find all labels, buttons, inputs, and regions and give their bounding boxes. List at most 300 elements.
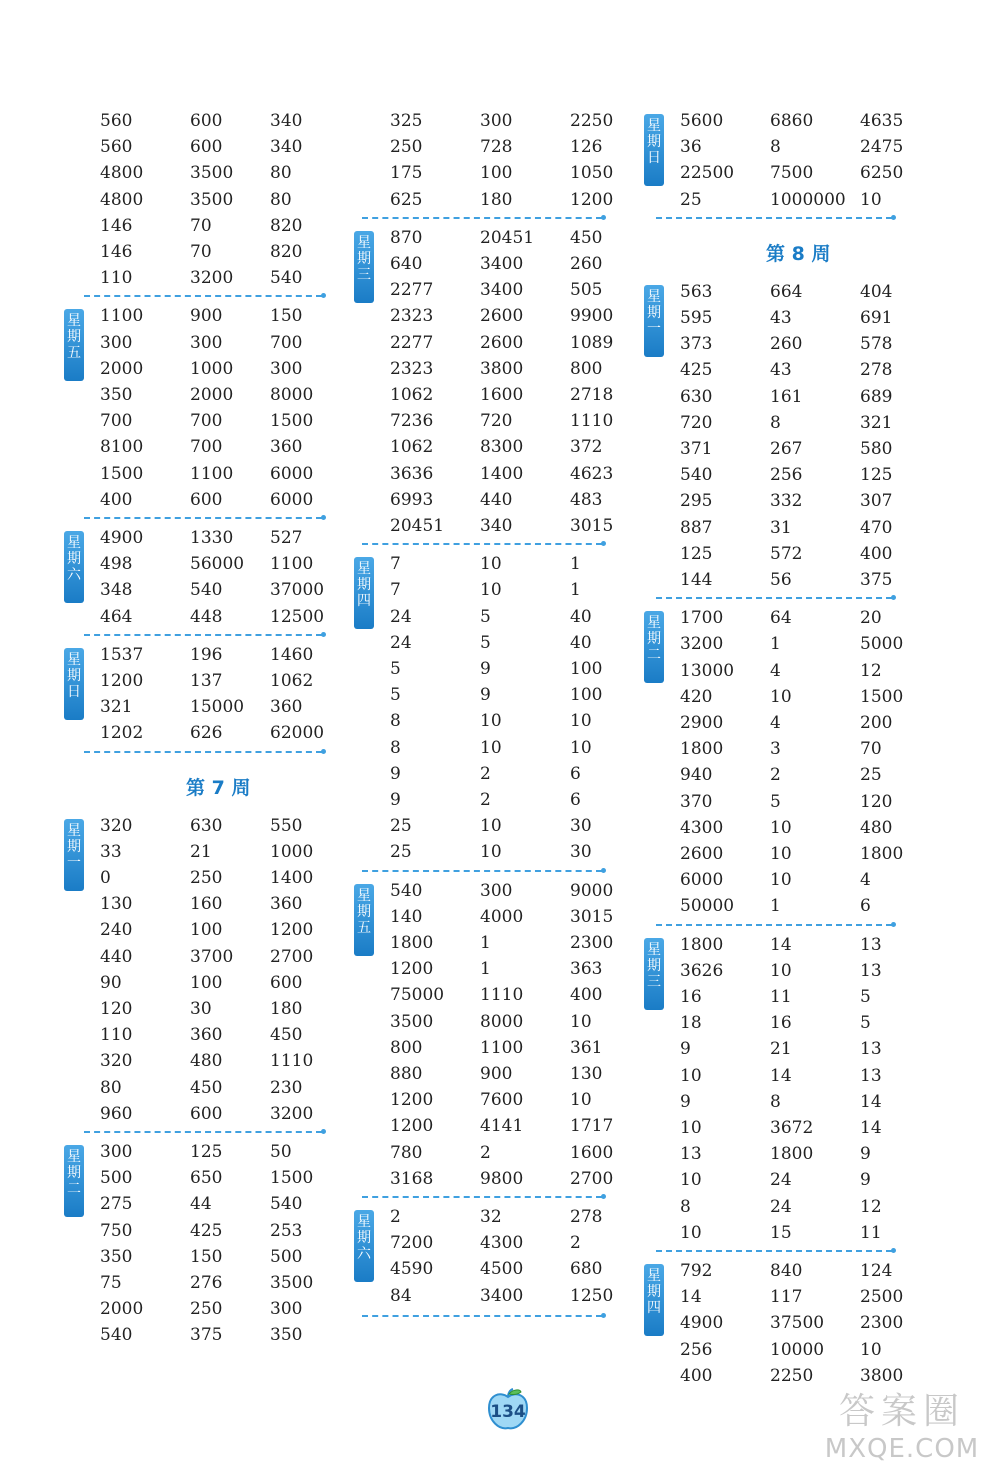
- dashed-separator: [656, 217, 892, 219]
- answer-value: 440: [480, 489, 513, 510]
- answer-value: 10: [480, 554, 502, 575]
- answer-value: 37000: [270, 580, 325, 601]
- answer-value: 124: [860, 1261, 893, 1281]
- answer-value: 560: [100, 137, 133, 158]
- weekday-tab: 星 期 四: [644, 1264, 664, 1336]
- number-row: [390, 160, 613, 186]
- answer-value: 267: [770, 439, 803, 459]
- number-row: [100, 187, 292, 213]
- answer-value: 5: [860, 1013, 871, 1034]
- answer-value: 3500: [270, 1273, 314, 1293]
- number-row: [390, 735, 592, 761]
- answer-value: 300: [190, 332, 223, 353]
- dashed-separator: [84, 295, 322, 297]
- answer-value: 527: [270, 528, 303, 548]
- number-row: [680, 108, 903, 134]
- answer-value: 8: [390, 711, 401, 732]
- number-row: [680, 410, 892, 436]
- answer-value: 25: [860, 765, 882, 786]
- answer-value: 6: [570, 763, 581, 784]
- weekday-tab: 星 期 五: [64, 309, 84, 381]
- answer-value: 1000: [190, 358, 234, 379]
- answer-value: 9: [480, 685, 491, 706]
- answer-value: 70: [190, 215, 212, 236]
- answer-value: 3500: [190, 189, 234, 210]
- answer-value: 1000000: [770, 189, 846, 210]
- number-row: [390, 956, 602, 982]
- number-row: [680, 1220, 882, 1246]
- answer-value: 5: [860, 987, 871, 1007]
- dashed-separator: [84, 751, 322, 753]
- answer-value: 9: [390, 790, 401, 810]
- answer-value: 80: [100, 1077, 122, 1098]
- answer-value: 9000: [570, 880, 614, 901]
- answer-value: 700: [270, 332, 303, 353]
- answer-value: 8000: [270, 385, 314, 405]
- answer-value: 2: [480, 763, 491, 784]
- answer-value: 1800: [770, 1144, 814, 1165]
- answer-value: 483: [570, 489, 603, 510]
- answer-value: 100: [570, 659, 603, 679]
- answer-value: 560: [100, 111, 133, 131]
- answer-value: 3200: [270, 1103, 314, 1124]
- answer-value: 3500: [390, 1011, 434, 1032]
- answer-value: 6000: [270, 463, 314, 484]
- answer-value: 375: [190, 1325, 223, 1346]
- answer-value: 15: [770, 1222, 792, 1243]
- number-row: [390, 382, 613, 408]
- answer-value: 5: [480, 632, 491, 653]
- answer-value: 25: [680, 189, 702, 210]
- answer-value: 1100: [480, 1037, 524, 1058]
- number-row: [680, 1141, 871, 1167]
- dashed-separator: [656, 924, 892, 926]
- answer-value: 4300: [680, 817, 724, 838]
- number-row: [100, 434, 302, 460]
- answer-value: 540: [390, 880, 423, 901]
- answer-value: 625: [390, 189, 423, 210]
- answer-value: 80: [270, 189, 292, 210]
- number-row: [100, 813, 302, 839]
- answer-value: 940: [680, 765, 713, 786]
- weekday-tab: 星 期 六: [64, 531, 84, 603]
- answer-value: 196: [190, 644, 223, 665]
- answer-value: 375: [860, 570, 893, 590]
- answer-value: 320: [100, 815, 133, 836]
- answer-value: 5: [480, 606, 491, 627]
- answer-value: 110: [100, 1025, 133, 1046]
- answer-value: 600: [190, 1103, 223, 1124]
- answer-value: 7500: [770, 163, 814, 184]
- answer-value: 505: [570, 280, 603, 301]
- answer-value: 550: [270, 815, 303, 836]
- answer-value: 75: [100, 1273, 122, 1293]
- answer-value: 24: [390, 606, 412, 627]
- answer-value: 1200: [390, 1116, 434, 1137]
- number-row: [390, 551, 581, 577]
- answer-value: 21: [770, 1039, 792, 1060]
- number-row: [680, 279, 892, 305]
- answer-value: 9: [860, 1144, 871, 1165]
- answer-value: 43: [770, 308, 792, 328]
- answer-value: 50: [270, 1142, 292, 1162]
- answer-value: 10: [680, 1065, 702, 1086]
- number-row: [680, 541, 892, 567]
- answer-value: 332: [770, 491, 803, 512]
- answer-value: 600: [190, 111, 223, 131]
- number-row: [390, 487, 602, 513]
- answer-value: 9800: [480, 1168, 524, 1189]
- answer-value: 230: [270, 1077, 303, 1098]
- number-row: [100, 408, 313, 434]
- number-row: [680, 1089, 882, 1115]
- number-row: [680, 1310, 903, 1336]
- answer-value: 700: [100, 411, 133, 432]
- answer-value: 25: [390, 842, 412, 863]
- answer-value: 820: [270, 242, 303, 262]
- number-row: [680, 515, 892, 541]
- answer-value: 10: [480, 580, 502, 601]
- answer-value: 253: [270, 1220, 303, 1241]
- answer-value: 140: [390, 906, 423, 927]
- answer-value: 9900: [570, 306, 614, 327]
- weekday-tab: 星 期 六: [354, 1210, 374, 1282]
- answer-value: 33: [100, 841, 122, 862]
- dashed-separator: [656, 597, 892, 599]
- answer-value: 595: [680, 308, 713, 328]
- answer-value: 400: [860, 543, 893, 564]
- answer-value: 3500: [190, 163, 234, 184]
- number-row: [680, 1167, 871, 1193]
- number-row: [100, 1218, 302, 1244]
- answer-value: 2600: [680, 844, 724, 864]
- number-row: [390, 1230, 581, 1256]
- answer-value: 3200: [190, 268, 234, 289]
- answer-value: 1460: [270, 644, 314, 665]
- answer-value: 1200: [390, 959, 434, 980]
- answer-value: 2: [480, 1142, 491, 1163]
- answer-value: 1: [570, 554, 581, 575]
- answer-value: 5600: [680, 111, 724, 131]
- answer-value: 160: [190, 894, 223, 915]
- dashed-separator: [656, 1250, 892, 1252]
- answer-value: 680: [570, 1259, 603, 1280]
- answer-value: 425: [680, 360, 713, 381]
- answer-value: 440: [100, 946, 133, 967]
- answer-value: 9: [480, 659, 491, 679]
- number-row: [100, 1048, 313, 1074]
- number-row: [390, 1061, 602, 1087]
- answer-value: 3672: [770, 1118, 814, 1138]
- answer-value: 5000: [860, 634, 904, 655]
- number-row: [680, 134, 903, 160]
- answer-value: 498: [100, 554, 133, 575]
- answer-value: 880: [390, 1064, 423, 1084]
- answer-value: 10: [680, 1170, 702, 1191]
- answer-value: 1500: [860, 686, 904, 707]
- answer-value: 1500: [270, 411, 314, 432]
- answer-value: 700: [190, 437, 223, 458]
- number-row: [100, 1022, 302, 1048]
- number-row: [390, 251, 602, 277]
- number-row: [680, 567, 892, 593]
- number-row: [680, 1363, 903, 1389]
- answer-value: 3800: [480, 358, 524, 379]
- answer-value: 11: [860, 1222, 882, 1243]
- answer-value: 40: [570, 606, 592, 627]
- number-row: [680, 187, 882, 213]
- answer-value: 300: [100, 332, 133, 353]
- answer-value: 1110: [570, 411, 614, 432]
- number-row: [100, 239, 302, 265]
- answer-value: 626: [190, 723, 223, 744]
- answer-value: 126: [570, 137, 603, 158]
- number-row: [390, 461, 613, 487]
- number-row: [100, 865, 313, 891]
- answer-value: 50000: [680, 896, 735, 917]
- answer-value: 1800: [680, 934, 724, 955]
- answer-value: 600: [190, 489, 223, 510]
- answer-value: 125: [190, 1142, 223, 1162]
- answer-value: 20451: [390, 516, 445, 536]
- answer-value: 30: [190, 999, 212, 1019]
- answer-value: 2600: [480, 306, 524, 327]
- number-row: [680, 1258, 892, 1284]
- answer-value: 8: [770, 1091, 781, 1112]
- answer-value: 56: [770, 570, 792, 590]
- answer-value: 6250: [860, 163, 904, 184]
- answer-value: 450: [270, 1025, 303, 1046]
- number-row: [390, 982, 602, 1008]
- answer-value: 10: [770, 960, 792, 981]
- answer-value: 10: [480, 816, 502, 837]
- answer-value: 448: [190, 606, 223, 627]
- answer-value: 44: [190, 1194, 212, 1215]
- answer-value: 5: [390, 659, 401, 679]
- answer-value: 500: [100, 1168, 133, 1189]
- answer-value: 18: [680, 1013, 702, 1034]
- number-row: [390, 577, 581, 603]
- number-row: [390, 1113, 613, 1139]
- answer-value: 348: [100, 580, 133, 601]
- answer-value: 10: [570, 737, 592, 758]
- answer-value: 4000: [480, 906, 524, 927]
- answer-value: 10: [680, 1118, 702, 1138]
- answer-value: 300: [100, 1142, 133, 1162]
- answer-value: 14: [860, 1091, 882, 1112]
- answer-value: 146: [100, 215, 133, 236]
- answer-value: 8: [680, 1196, 691, 1217]
- answer-value: 6: [860, 896, 871, 917]
- answer-value: 1100: [270, 554, 314, 575]
- number-row: [390, 356, 602, 382]
- answer-value: 10: [570, 711, 592, 732]
- answer-value: 1202: [100, 723, 144, 744]
- answer-value: 1062: [270, 671, 314, 691]
- number-row: [390, 513, 613, 539]
- answer-value: 1600: [480, 385, 524, 405]
- answer-value: 6000: [270, 489, 314, 510]
- answer-value: 887: [680, 517, 713, 538]
- answer-value: 1100: [190, 463, 234, 484]
- number-row: [390, 656, 602, 682]
- answer-value: 180: [270, 999, 303, 1019]
- answer-value: 2250: [570, 111, 614, 131]
- answer-value: 700: [190, 411, 223, 432]
- answer-value: 750: [100, 1220, 133, 1241]
- answer-value: 3400: [480, 280, 524, 301]
- answer-value: 56000: [190, 554, 245, 575]
- answer-value: 10: [860, 1339, 882, 1360]
- answer-value: 480: [190, 1051, 223, 1072]
- answer-value: 20451: [480, 227, 535, 248]
- answer-value: 37500: [770, 1313, 825, 1334]
- number-row: [390, 761, 581, 787]
- answer-value: 120: [860, 791, 893, 812]
- answer-value: 24: [770, 1196, 792, 1217]
- weekday-tab: 星 期 五: [354, 884, 374, 956]
- answer-value: 2323: [390, 306, 434, 327]
- number-row: [100, 694, 302, 720]
- answer-value: 130: [100, 894, 133, 915]
- weekday-tab: 星 期 日: [64, 648, 84, 720]
- answer-value: 275: [100, 1194, 133, 1215]
- dashed-separator: [362, 870, 602, 872]
- answer-value: 4: [770, 713, 781, 733]
- answer-value: 8100: [100, 437, 144, 458]
- number-row: [100, 1322, 302, 1348]
- number-row: [390, 1166, 613, 1192]
- number-row: [100, 1165, 313, 1191]
- answer-value: 12: [860, 660, 882, 681]
- answer-value: 372: [570, 437, 603, 458]
- answer-value: 650: [190, 1168, 223, 1189]
- answer-value: 175: [390, 163, 423, 184]
- number-row: [100, 891, 302, 917]
- answer-value: 600: [270, 972, 303, 993]
- answer-value: 12: [860, 1196, 882, 1217]
- answer-value: 10: [480, 737, 502, 758]
- answer-value: 3800: [860, 1365, 904, 1386]
- answer-value: 1: [480, 933, 491, 953]
- answer-value: 2250: [770, 1365, 814, 1386]
- answer-value: 21: [190, 841, 212, 862]
- answer-value: 16: [770, 1013, 792, 1034]
- answer-value: 15000: [190, 697, 245, 718]
- answer-value: 125: [680, 543, 713, 564]
- number-row: [100, 944, 313, 970]
- answer-value: 800: [570, 358, 603, 379]
- answer-value: 540: [190, 580, 223, 601]
- number-row: [390, 604, 592, 630]
- answer-value: 62000: [270, 723, 325, 744]
- answer-value: 14: [860, 1118, 882, 1138]
- answer-value: 1062: [390, 385, 434, 405]
- answer-value: 70: [190, 242, 212, 262]
- number-row: [100, 356, 302, 382]
- answer-value: 464: [100, 606, 133, 627]
- answer-value: 1: [570, 580, 581, 601]
- answer-value: 2300: [570, 933, 614, 953]
- number-row: [680, 1337, 882, 1363]
- number-row: [390, 134, 602, 160]
- answer-value: 250: [190, 1299, 223, 1320]
- answer-value: 14: [680, 1287, 702, 1308]
- answer-value: 6000: [680, 870, 724, 891]
- answer-value: 2500: [860, 1287, 904, 1308]
- answer-value: 8300: [480, 437, 524, 458]
- number-row: [680, 488, 892, 514]
- dashed-separator: [362, 1315, 602, 1317]
- answer-value: 3015: [570, 906, 614, 927]
- answer-value: 1500: [270, 1168, 314, 1189]
- answer-value: 600: [190, 137, 223, 158]
- answer-value: 9: [390, 763, 401, 784]
- answer-value: 150: [190, 1246, 223, 1267]
- answer-value: 8: [770, 412, 781, 433]
- answer-value: 350: [100, 1246, 133, 1267]
- number-row: [100, 213, 302, 239]
- answer-value: 630: [680, 386, 713, 407]
- number-row: [390, 930, 613, 956]
- number-row: [680, 631, 903, 657]
- weekday-tab: 星 期 三: [644, 938, 664, 1010]
- answer-value: 5: [390, 685, 401, 706]
- answer-value: 250: [390, 137, 423, 158]
- answer-value: 1800: [390, 933, 434, 953]
- answer-value: 4141: [480, 1116, 524, 1137]
- answer-value: 137: [190, 671, 223, 691]
- answer-value: 10: [480, 711, 502, 732]
- answer-value: 450: [570, 227, 603, 248]
- number-row: [680, 932, 882, 958]
- answer-value: 350: [270, 1325, 303, 1346]
- answer-value: 900: [480, 1064, 513, 1084]
- answer-value: 720: [680, 412, 713, 433]
- week-heading: 第 7 周: [186, 776, 251, 799]
- answer-value: 10: [480, 842, 502, 863]
- answer-value: 276: [190, 1273, 223, 1293]
- page-number-text: 134: [490, 1402, 526, 1422]
- answer-value: 400: [680, 1365, 713, 1386]
- answer-value: 7: [390, 554, 401, 575]
- number-row: [390, 187, 613, 213]
- answer-value: 13: [860, 1065, 882, 1086]
- week-heading: 第 8 周: [766, 242, 831, 265]
- answer-value: 120: [100, 999, 133, 1019]
- weekday-tab: 星 期 一: [644, 285, 664, 357]
- weekday-tab: 星 期 四: [354, 557, 374, 629]
- answer-value: 900: [190, 306, 223, 327]
- answer-value: 110: [100, 268, 133, 289]
- weekday-tab: 星 期 三: [354, 231, 374, 303]
- number-row: [100, 668, 313, 694]
- page-number: [486, 1388, 530, 1432]
- number-row: [680, 305, 892, 331]
- answer-value: 84: [390, 1285, 412, 1306]
- number-row: [390, 682, 602, 708]
- answer-value: 691: [860, 308, 893, 328]
- number-row: [390, 708, 592, 734]
- answer-value: 1800: [860, 844, 904, 864]
- number-row: [100, 1270, 313, 1296]
- number-row: [390, 1087, 592, 1113]
- number-row: [390, 225, 602, 251]
- answer-value: 13000: [680, 660, 735, 681]
- number-row: [680, 958, 882, 984]
- answer-value: 373: [680, 334, 713, 355]
- answer-value: 10: [770, 817, 792, 838]
